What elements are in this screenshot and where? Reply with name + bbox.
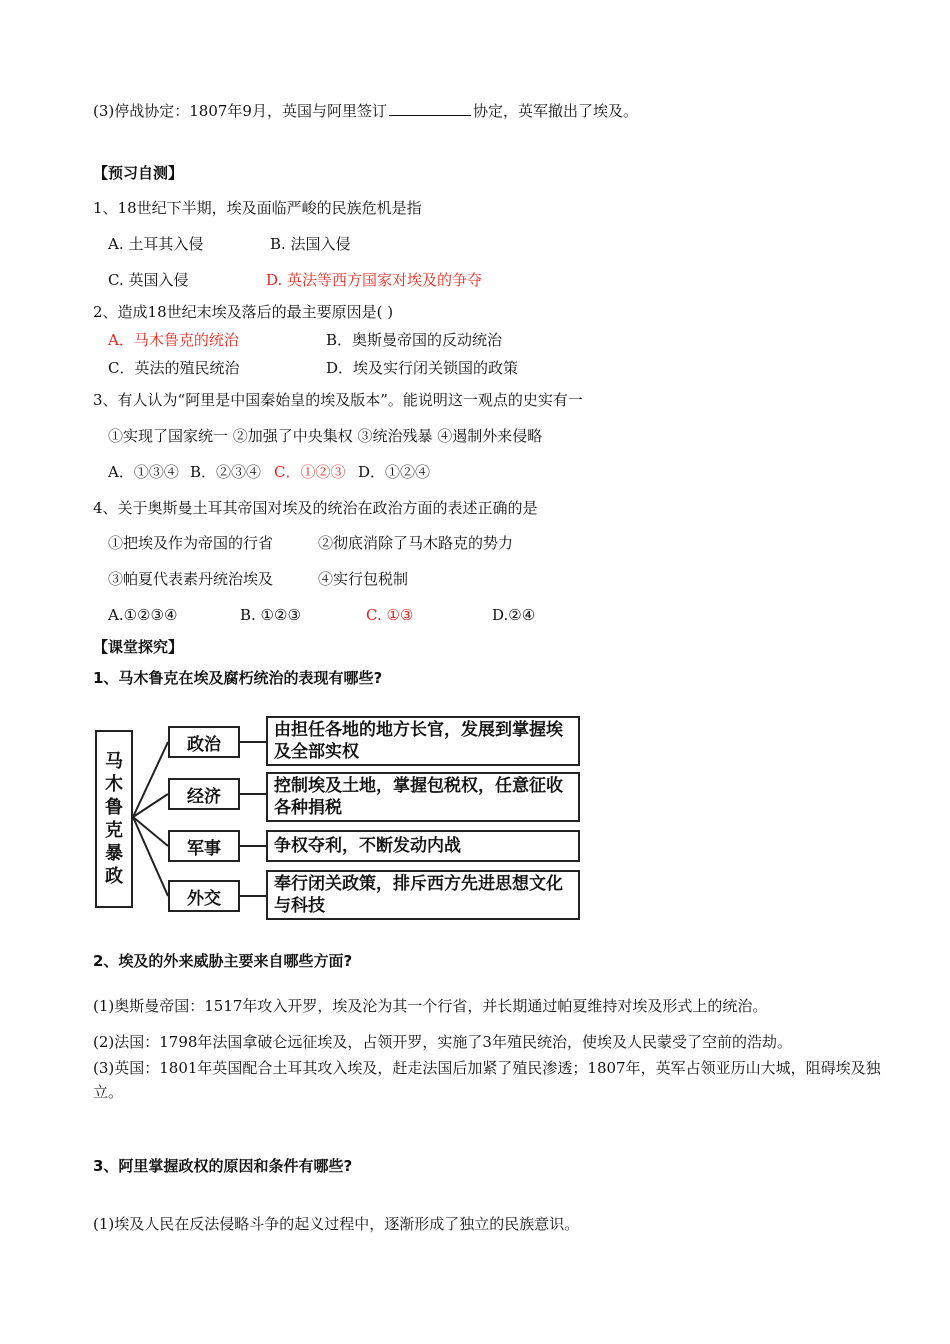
item-suffix: 协定，英军撤出了埃及。 [472,102,638,120]
explore-question-1: 1、马木鲁克在埃及腐朽统治的表现有哪些? [93,669,383,687]
q1-option-c[interactable]: C. 英国入侵 [108,271,189,289]
question-4-stem: 4、关于奥斯曼土耳其帝国对埃及的统治在政治方面的表述正确的是 [93,499,538,517]
explore-question-2: 2、埃及的外来威胁主要来自哪些方面? [93,952,353,970]
branch-military-label: 军事 [168,830,240,862]
root-char: 政 [105,866,123,887]
q3-option-c-answer[interactable]: C．①②③ [274,463,346,481]
q4-option-a[interactable]: A.①②③④ [108,606,178,624]
q4-option-b[interactable]: B. ①②③ [240,606,301,624]
q2-option-b[interactable]: B．奥斯曼帝国的反动统治 [326,331,503,349]
stop-war-agreement-item [93,101,638,121]
branch-diplomacy-text: 奉行闭关政策，排斥西方先进思想文化与科技 [266,870,580,920]
q2-option-d[interactable]: D．埃及实行闭关锁国的政策 [326,359,519,377]
threat-ottoman: (1)奥斯曼帝国：1517年攻入开罗，埃及沦为其一个行省，并长期通过帕夏维持对埃及形式上的统治。 [93,997,768,1015]
fill-blank[interactable] [389,101,471,116]
root-char: 鲁 [105,797,123,818]
threat-britain: (3)英国：1801年英国配合土耳其攻入埃及，赶走法国后加紧了殖民渗透；1807年，英军占领亚历山大城，阻碍埃及独立。 [93,1059,881,1101]
question-2-stem: 2、造成18世纪末埃及落后的最主要原因是( ) [93,303,394,321]
question-1-stem: 1、18世纪下半期，埃及面临严峻的民族危机是指 [93,199,422,217]
q4-statement-3: ③帕夏代表素丹统治埃及 [108,570,274,588]
q3-option-b[interactable]: B．②③④ [190,463,262,481]
ali-reason-1: (1)埃及人民在反法侵略斗争的起义过程中，逐渐形成了独立的民族意识。 [93,1215,580,1233]
branch-economy-text: 控制埃及土地，掌握包税权，任意征收各种捐税 [266,772,580,822]
root-char: 木 [105,774,123,795]
question-3-stem: 3、有人认为“阿里是中国秦始皇的埃及版本”。能说明这一观点的史实有一 [93,391,583,409]
branch-politics-label: 政治 [168,726,240,758]
root-char: 暴 [105,843,123,864]
root-char: 克 [105,820,123,841]
diagram-root-box [95,730,133,908]
root-char: 马 [105,751,123,772]
q1-option-b[interactable]: B. 法国入侵 [270,235,351,253]
q4-option-c-answer[interactable]: C. ①③ [366,606,414,624]
branch-diplomacy-label: 外交 [168,880,240,912]
preview-heading: 【预习自测】 [93,164,184,182]
q4-statement-1: ①把埃及作为帝国的行省 [108,534,274,552]
explore-question-3: 3、阿里掌握政权的原因和条件有哪些? [93,1157,353,1175]
q2-option-a-answer[interactable]: A．马木鲁克的统治 [108,331,239,349]
branch-politics-text: 由担任各地的地方长官，发展到掌握埃及全部实权 [266,716,580,766]
explore-heading: 【课堂探究】 [93,638,184,656]
q3-option-a[interactable]: A．①③④ [108,463,179,481]
q3-option-d[interactable]: D．①②④ [358,463,431,481]
q1-option-a[interactable]: A. 土耳其入侵 [108,235,204,253]
threat-france: (2)法国：1798年法国拿破仑远征埃及，占领开罗，实施了3年殖民统治，使埃及人民蒙受了空前的浩劫。 [93,1033,792,1051]
q3-statements: ①实现了国家统一 ②加强了中央集权 ③统治残暴 ④遏制外来侵略 [108,427,543,445]
q1-option-d-answer[interactable]: D. 英法等西方国家对埃及的争夺 [266,271,483,289]
q2-option-c[interactable]: C．英法的殖民统治 [108,359,240,377]
q4-statement-4: ④实行包税制 [318,570,409,588]
q4-option-d[interactable]: D.②④ [492,606,536,624]
branch-military-text: 争权夺利，不断发动内战 [266,830,580,862]
branch-economy-label: 经济 [168,778,240,810]
item-prefix: (3)停战协定：1807年9月，英国与阿里签订 [93,102,387,120]
mamluk-tyranny-diagram [90,712,590,922]
q4-statement-2: ②彻底消除了马木路克的势力 [318,534,514,552]
